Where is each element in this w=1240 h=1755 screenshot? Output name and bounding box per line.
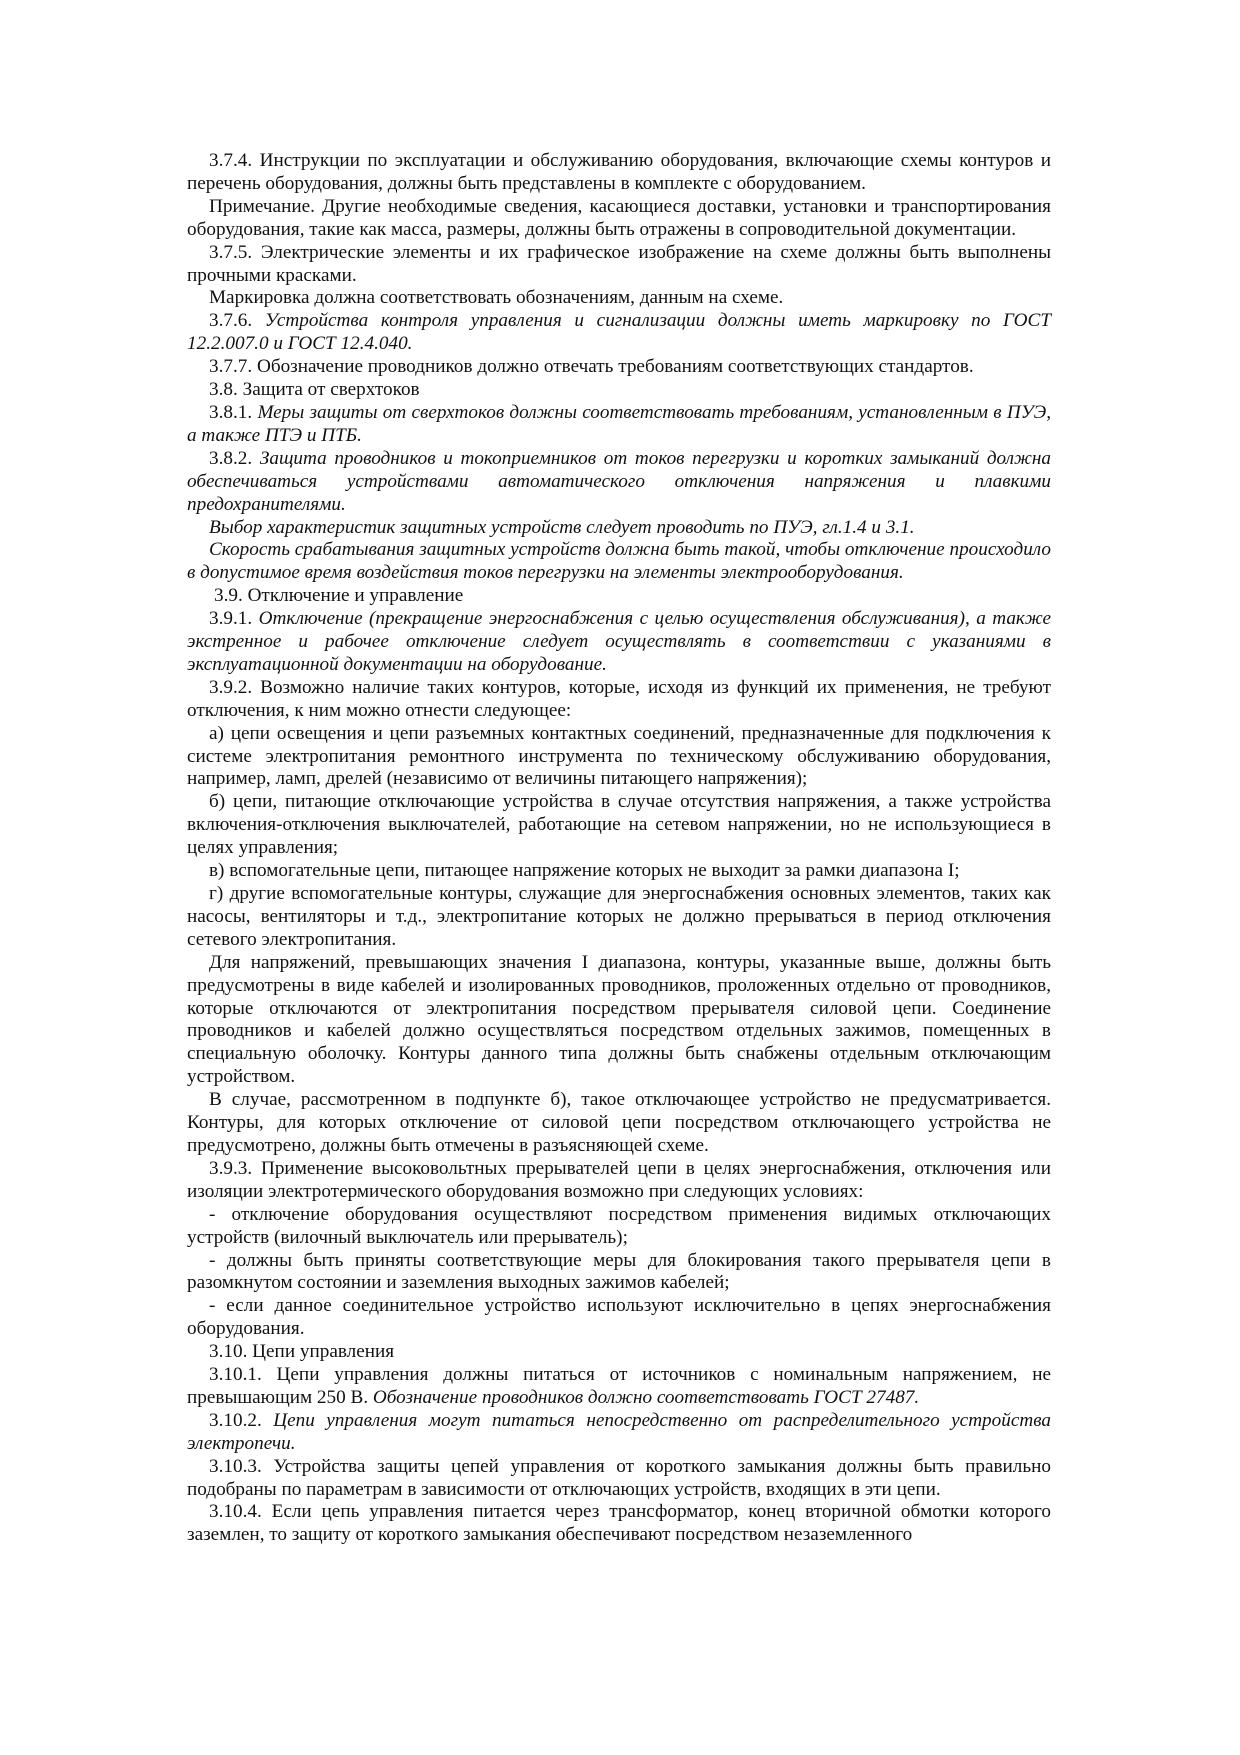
paragraph-3-10-2 xyxy=(187,1410,1051,1456)
section-heading-3-9: 3.9. Отключение и управление xyxy=(214,585,464,607)
paragraph-voltage-range: Для напряжений, превышающих значения I диапазона, контуры, указанные выше, должны быть предусмотрены в виде кабелей и изолированных проводников, проложенных отдельно от проводников, которые отключаются от электропитания посредством прерывателя силовой цепи. Соединение проводников и кабелей должно осуществляться посредством отдельных зажимов, помещенных в специальную оболочку. Контуры данного типа должны быть снабжены отдельным отключающим устройством. xyxy=(187,951,1051,1088)
paragraph-3-7-4: 3.7.4. Инструкции по эксплуатации и обслуживанию оборудования, включающие схемы контуров и перечень оборудования, должны быть представлены в комплекте с оборудованием. xyxy=(187,150,1051,194)
paragraph-3-9-1 xyxy=(187,608,1051,677)
paragraph-italic-text: Отключение (прекращение энергоснабжения с целью осуществления обслуживания), а также экстренное и рабочее отключение следует осуществлять в соответствии с указаниями в эксплуатационной документации на оборудование. xyxy=(187,608,1052,675)
list-item-dash-2: - должны быть приняты соответствующие меры для блокирования такого прерывателя цепи в разомкнутом состоянии и заземления выходных зажимов кабелей; xyxy=(187,1249,1051,1294)
paragraph-trip-speed: Скорость срабатывания защитных устройств должна быть такой, чтобы отключение происходило в допустимое время воздействия токов перегрузки на элементы электрооборудования. xyxy=(187,539,1051,584)
paragraph-marking: Маркировка должна соответствовать обозначениям, данным на схеме. xyxy=(209,287,784,309)
paragraph-3-9-3: 3.9.3. Применение высоковольтных прерывателей цепи в целях энергоснабжения, отключения или изоляции электротермического оборудования возможно при следующих условиях: xyxy=(187,1157,1051,1202)
paragraph-protection-choice: Выбор характеристик защитных устройств следует проводить по ПУЭ, гл.1.4 и 3.1. xyxy=(209,516,915,538)
paragraph-italic-text: Обозначение проводников должно соответствовать ГОСТ 27487. xyxy=(372,1386,920,1408)
list-item-g: г) другие вспомогательные контуры, служащие для энергоснабжения основных элементов, таких как насосы, вентиляторы и т.д., электропитание которых не должно прерываться в период отключения сетевого электропитания. xyxy=(187,883,1051,950)
paragraph-regular-text: 3.10.1. Цепи управления должны питаться от источников с номинальным напряжением, не превышающим 250 В. xyxy=(187,1364,1051,1408)
paragraph-3-8-1 xyxy=(187,402,1051,448)
list-item-dash-1: - отключение оборудования осуществляют посредством применения видимых отключающих устройств (вилочный выключатель или прерыватель); xyxy=(187,1203,1051,1248)
list-item-b: б) цепи, питающие отключающие устройства в случае отсутствия напряжения, а также устройства включения-отключения выключателей, работающие на сетевом напряжении, но не использующиеся в целях управления; xyxy=(187,791,1051,859)
section-heading-3-10: 3.10. Цепи управления xyxy=(209,1341,395,1363)
paragraph-3-10-3: 3.10.3. Устройства защиты цепей управления от короткого замыкания должны быть правильно подобраны по параметрам в зависимости от отключающих устройств, входящих в эти цепи. xyxy=(187,1455,1051,1500)
paragraph-italic-text: Защита проводников и токоприемников от токов перегрузки и коротких замыканий должна обеспечиваться устройствами автоматического отключения напряжения и плавкими предохранителями. xyxy=(187,447,1052,515)
paragraph-3-7-6 xyxy=(187,310,1051,356)
paragraph-3-10-1 xyxy=(187,1364,1051,1410)
paragraph-3-8-2 xyxy=(187,448,1051,517)
paragraph-3-9-2: 3.9.2. Возможно наличие таких контуров, которые, исходя из функций их применения, не требуют отключения, к ним можно отнести следующее: xyxy=(187,676,1051,721)
paragraph-note: Примечание. Другие необходимые сведения, касающиеся доставки, установки и транспортирования оборудования, такие как масса, размеры, должны быть отражены в сопроводительной документации. xyxy=(187,195,1051,240)
paragraph-italic-text: Цепи управления могут питаться непосредственно от распределительного устройства электропечи. xyxy=(187,1409,1051,1454)
paragraph-italic-text: Устройства контроля управления и сигнализации должны иметь маркировку по ГОСТ 12.2.007.0 и ГОСТ 12.4.040. xyxy=(187,310,1051,355)
paragraph-italic-text: Меры защиты от сверхтоков должны соответствовать требованиям, установленным в ПУЭ, а также ПТЭ и ПТБ. xyxy=(187,401,1052,446)
list-item-dash-3: - если данное соединительное устройство используют исключительно в цепях энергоснабжения оборудования. xyxy=(187,1295,1051,1340)
paragraph-number: 3.8.2. xyxy=(209,447,260,469)
section-heading-3-8: 3.8. Защита от сверхтоков xyxy=(209,379,420,401)
paragraph-number: 3.7.6. xyxy=(209,310,265,332)
document-page xyxy=(187,150,1051,1547)
list-item-a: а) цепи освещения и цепи разъемных контактных соединений, предназначенные для подключения к системе электропитания ремонтного инструмента по техническому обслуживанию оборудования, например, ламп, дрелей (независимо от величины питающего напряжения); xyxy=(187,722,1051,790)
paragraph-number: 3.9.1. xyxy=(209,608,259,630)
paragraph-number: 3.10.2. xyxy=(209,1409,274,1431)
paragraph-3-10-4: 3.10.4. Если цепь управления питается через трансформатор, конец вторичной обмотки которого заземлен, то защиту от короткого замыкания обеспечивают посредством незаземленного xyxy=(187,1501,1051,1546)
paragraph-number: 3.8.1. xyxy=(209,401,258,423)
paragraph-3-7-7: 3.7.7. Обозначение проводников должно отвечать требованиям соответствующих стандартов. xyxy=(209,356,974,378)
paragraph-subitem-b-case: В случае, рассмотренном в подпункте б), такое отключающее устройство не предусматривается. Контуры, для которых отключение от силовой цепи посредством отключающего устройства не предусмотрено, должны быть отмечены в разъясняющей схеме. xyxy=(187,1089,1051,1156)
list-item-v: в) вспомогательные цепи, питающее напряжение которых не выходит за рамки диапазона I; xyxy=(209,860,960,882)
paragraph-3-7-5: 3.7.5. Электрические элементы и их графическое изображение на схеме должны быть выполнены прочными красками. xyxy=(187,241,1051,286)
